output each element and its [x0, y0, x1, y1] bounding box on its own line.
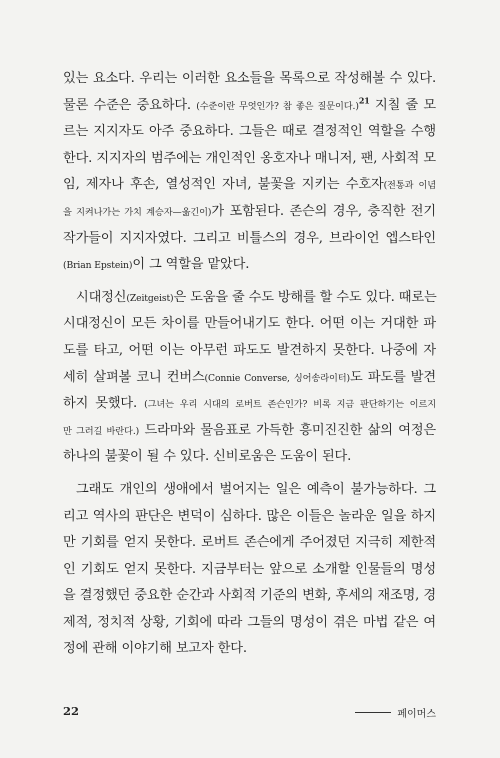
text-line: 도를 타고, 어떤 이는 아무런 파도도 발견하지 못한다. 나중에 자 — [63, 342, 436, 358]
text-line: 인 기회도 얻지 못한다. 지금부터는 앞으로 소개할 인물들의 명성 — [63, 561, 436, 577]
text-line: 시대정신이 모든 차이를 만들어내기도 한다. 어떤 이는 거대한 파 — [63, 316, 436, 332]
inline-note: (수준이란 무엇인가? 참 좋은 질문이다.) — [196, 100, 359, 112]
inline-note: (전통과 이념 — [383, 180, 436, 192]
inline-note: 만 그러길 바란다.) — [63, 425, 140, 437]
book-title: 페이머스 — [397, 709, 436, 720]
running-head-rule — [355, 712, 391, 713]
text-line: 작가들이 지지자였다. 그리고 비틀스의 경우, 브라이언 엡스타인 — [63, 230, 436, 246]
text-line: 제적, 정치적 상황, 기회에 따라 그들의 명성이 겪은 마법 같은 여 — [63, 614, 436, 630]
text-line: 을 지켜나가는 가치 계승자—옮긴이)가 포함된다. 존슨의 경우, 충직한 전기 — [63, 203, 436, 219]
inline-note: (Connie Converse, 싱어송라이터) — [204, 372, 351, 384]
text-line: 그래도 개인의 생애에서 벌어지는 일은 예측이 불가능하다. 그 — [76, 481, 436, 497]
page-body — [63, 66, 436, 663]
text-line: 하지 못했다. (그녀는 우리 시대의 로버트 존슨인가? 비록 지금 판단하기는 이르지 — [63, 396, 436, 412]
text-line: (Brian Epstein)이 그 역할을 맡았다. — [63, 257, 250, 273]
text-line: 세히 살펴볼 코니 컨버스(Connie Converse, 싱어송라이터)도 파도를 발견 — [63, 369, 436, 385]
text-line: 르는 지지자도 아주 중요하다. 그들은 때로 결정적인 역할을 수행 — [63, 124, 436, 140]
running-head — [355, 705, 436, 720]
text-line: 한다. 지지자의 범주에는 개인적인 옹호자나 매니저, 팬, 사회적 모 — [63, 150, 436, 166]
text-line: 만 기회를 얻지 못한다. 로버트 존슨에게 주어졌던 지극히 제한적 — [63, 535, 436, 551]
text-line: 정에 관해 이야기해 보고자 한다. — [63, 641, 247, 657]
text-line: 시대정신(Zeitgeist)은 도움을 줄 수도 방해를 할 수도 있다. 때로는 — [76, 289, 437, 305]
paragraph-2 — [63, 285, 436, 471]
inline-note: 을 지켜나가는 가치 계승자—옮긴이) — [63, 206, 212, 218]
text-line: 있는 요소다. 우리는 이러한 요소들을 목록으로 작성해볼 수 있다. — [63, 71, 436, 86]
inline-note: (Zeitgeist) — [126, 292, 174, 304]
text-line: 하나의 불꽃이 될 수 있다. 신비로움은 도움이 된다. — [63, 449, 352, 465]
page-number: 22 — [63, 704, 80, 718]
inline-note: (Brian Epstein) — [63, 260, 133, 272]
page-footer — [63, 704, 436, 720]
text-line: 물론 수준은 중요하다. (수준이란 무엇인가? 참 좋은 질문이다.)$^{21}$ 지칠 줄 모 — [63, 95, 436, 113]
text-line: 만 그러길 바란다.) 드라마와 물음표로 가득한 흥미진진한 삶의 여정은 — [63, 422, 436, 438]
text-line: 리고 역사의 판단은 변덕이 심하다. 많은 이들은 놀라운 일을 하지 — [63, 508, 436, 524]
paragraph-3 — [63, 477, 436, 663]
inline-note: (그녀는 우리 시대의 로버트 존슨인가? 비록 지금 판단하기는 이르지 — [144, 399, 436, 411]
footnote-marker: 21 — [358, 95, 370, 106]
text-line: 임, 제자나 후손, 열성적인 자녀, 불꽃을 지키는 수호자(전통과 이념 — [63, 177, 436, 193]
paragraph-1 — [63, 66, 436, 279]
text-line: 을 결정했던 중요한 순간과 사회적 기준의 변화, 후세의 재조명, 경 — [63, 588, 436, 604]
